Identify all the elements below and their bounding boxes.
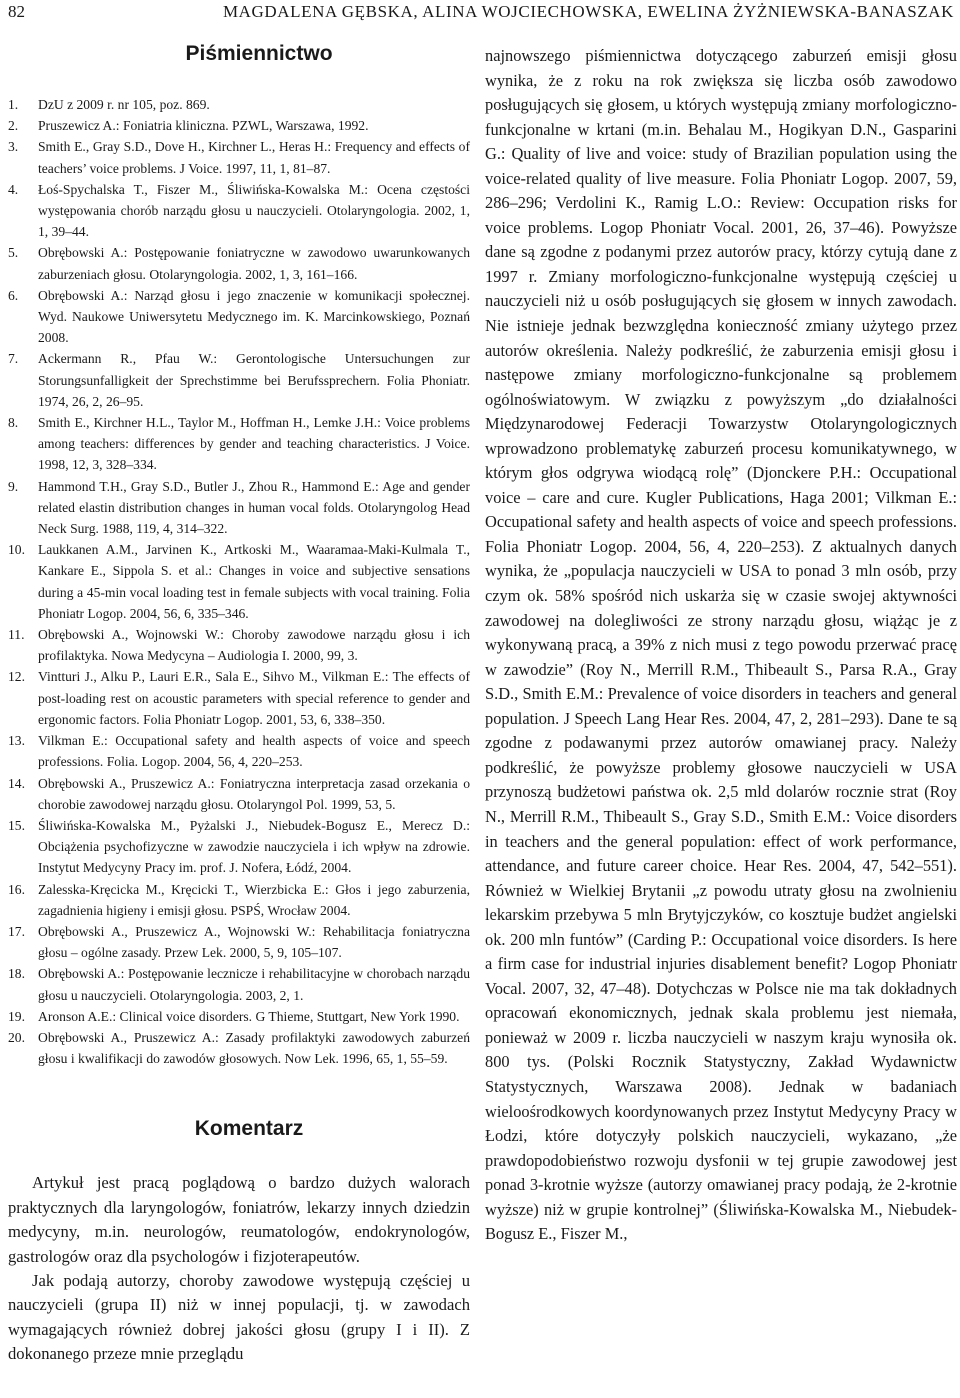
reference-text: Aronson A.E.: Clinical voice disorders. G Thieme, Stuttgart, New York 1990. (38, 1008, 460, 1024)
reference-item (8, 94, 470, 115)
reference-number: 10. (8, 542, 25, 558)
reference-item (8, 476, 470, 540)
reference-number: 19. (8, 1008, 25, 1024)
reference-item (8, 921, 470, 963)
reference-number: 9. (8, 478, 19, 494)
commentary-title: Komentarz (194, 1117, 304, 1141)
reference-text: Pruszewicz A.: Foniatria kliniczna. PZWL, Warszawa, 1992. (38, 118, 369, 134)
reference-text: Vintturi J., Alku P., Lauri E.R., Sala E., Sihvo M., Vilkman E.: The effects of post-loading rest on acoustic parameters with special reference to gender and ergonomic factors. Folia Phoniatr Logop. 2001, 53, 6, 338–350. (38, 669, 470, 727)
running-head: MAGDALENA GĘBSKA, ALINA WOJCIECHOWSKA, EWELINA ŻYŻNIEWSKA-BANASZAK (222, 2, 954, 21)
reference-number: 4. (8, 181, 19, 197)
reference-item (8, 1006, 470, 1027)
reference-number: 2. (8, 118, 19, 134)
left-column (8, 42, 470, 1367)
commentary-paragraph: Jak podają autorzy, choroby zawodowe występują częściej u nauczycieli (grupa II) niż w innej populacji, tj. w zawodach wymagających również dobrej jakości głosu (grupy I i II). Z dokonanego przeze mnie przeglądu (8, 1270, 470, 1364)
reference-item (8, 136, 470, 178)
reference-number: 16. (8, 881, 25, 897)
reference-text: Obrębowski A., Pruszewicz A.: Zasady profilaktyki zawodowych zaburzeń głosu i kwalifikacji do zawodów głosowych. Now Lek. 1996, 65, 1, 55–59. (38, 1029, 470, 1067)
reference-item (8, 879, 470, 921)
reference-text: Obrębowski A., Pruszewicz A.: Foniatryczna interpretacja zasad orzekania o chorobie zawodowej narządu głosu. Otolaryngol Pol. 1999, 53, 5. (38, 775, 470, 812)
reference-text: Smith E., Gray S.D., Dove H., Kirchner L., Heras H.: Frequency and effects of teachers’ voice problems. J Voice. 1997, 11, 1, 81–87. (38, 139, 470, 176)
reference-item (8, 412, 470, 476)
reference-item (8, 730, 470, 772)
reference-number: 17. (8, 923, 25, 939)
reference-number: 12. (8, 669, 25, 685)
reference-text: DzU z 2009 r. nr 105, poz. 869. (38, 97, 210, 112)
reference-item (8, 539, 470, 624)
reference-text: Smith E., Kirchner H.L., Taylor M., Hoffman H., Lemke J.H.: Voice problems among teachers: differences by gender and teaching characteristics. J Voice. 1998, 12, 3, 328–334. (38, 415, 470, 473)
reference-item (8, 179, 470, 243)
bibliography-title: Piśmiennictwo (185, 42, 333, 65)
reference-text: Vilkman E.: Occupational safety and health aspects of voice and speech professions. Folia. Logop. 2004, 56, 4, 220–253. (38, 733, 470, 770)
reference-number: 18. (8, 966, 25, 982)
reference-text: Ackermann R., Pfau W.: Gerontologische Untersuchungen zur Storungsunfalligkeit der Sprechstimme bei Berufssprechern. Folia Phoniatr. 1974, 26, 2, 26–95. (38, 351, 470, 409)
reference-item (8, 815, 470, 879)
reference-number: 8. (8, 415, 19, 431)
reference-text: Zalesska-Kręcicka M., Kręcicki T., Wierzbicka E.: Głos i jego zaburzenia, zagadnienia higieny i emisji głosu. PSPŚ, Wrocław 2004. (38, 881, 470, 918)
reference-text: Łoś-Spychalska T., Fiszer M., Śliwińska-Kowalska M.: Ocena częstości występowania chorób narządu głosu u nauczycieli. Otolaryngologia. 2002, 1, 1, 39–44. (38, 181, 470, 240)
reference-text: Hammond T.H., Gray S.D., Butler J., Zhou R., Hammond E.: Age and gender related elastin distribution changes in human vocal folds. Otolaryngolog Head Neck Surg. 1988, 119, 4, 314–322. (38, 478, 470, 537)
reference-item (8, 285, 470, 349)
reference-item (8, 773, 470, 815)
reference-number: 15. (8, 817, 25, 833)
reference-text: Obrębowski A.: Narząd głosu i jego znaczenie w komunikacji społecznej. Wyd. Naukowe Uniwersytetu Medycznego im. K. Marcinkowskiego, Poznań 2008. (38, 287, 470, 346)
commentary-continuation: najnowszego piśmiennictwa dotyczącego zaburzeń emisji głosu wynika, że z roku na rok zwiększa się liczba osób zawodowo posługujących się głosem, u których występują zmiany morfologiczno-funkcjonalne w krtani (m.in. Behalau M., Hogikyan D.N., Gasparini G.: Quality of live and voice: study of Brazilian population using the voice-related quality of live measure. Folia Phoniatr Logop. 2007, 59, 286–296; Verdolini K., Ramig L.O.: Review: Occupation risks for voice problems. Logop Phoniatr Vocal. 2001, 26, 37–46). Powyższe dane są zgodne z podanymi przez autorów pracy, którzy cytują dane z 1997 r. Zmiany morfologiczno-funkcjonalne występują częściej u nauczycieli niż u osób posługujących się głosem w innych zawodach. Nie istnieje jednak bezwzględna konieczność zmiany użytego przez autorów określenia. Należy podkreślić, że zaburzenia emisji głosu i następowe zmiany morfologiczno-funkcjonalne są problemem ogólnoświatowym. W związku z powyższym „do działalności Międzynarodowej Federacji Towarzystw Otolaryngologicznych wprowadzono problematykę zaburzeń procesu komunikatywnego, w którym głos odgrywa wiodącą rolę” (Djonckere P.H.: Occupational voice – care and cure. Kugler Publications, Haga 2001; Vilkman E.: Occupational safety and health aspects of voice and speech professions. Folia Phoniatr Logop. 2004, 56, 4, 220–253). Z aktualnych danych wynika, że „populacja nauczycieli w USA to ponad 3 mln osób, przy czym ok. 58% spośród nich uskarża się w czasie swojej aktywności zawodowej na dolegliwości ze strony narządu głosu, wiążąc je z wykonywaną pracą, a 39% z nich musi z tego powodu przerwać pracę w zawodzie” (Roy N., Merrill R.M., Thibeault S., Parsa R.A., Gray S.D., Smith E.M.: Prevalence of voice disorders in teachers and general population. J Speech Lang Hear Res. 2004, 47, 2, 281–293). Dane te są zgodne z podawanymi przez autorów omawianej pracy. Należy podkreślić, że powyższe problemy głosowe nauczycieli w USA przynoszą budżetowi państwa ok. 2,5 mld dolarów rocznie strat (Roy N., Merrill R.M., Thibeault S., Gray S.D., Smith E.M.: Voice disorders in teachers and the general population: effect of work performance, attendance, and future career choice. Hear Res. 2004, 47, 542–551). Również w Wielkiej Brytanii „z powodu utraty głosu na zwolnieniu lekarskim przebywa 5 mln Brytyjczyków, co kosztuje budżet angielski ok. 200 mln funtów” (Carding P.: Occupational voice disorders. Is here a firm case for industrial injuries disablement benefit? Logop Phoniatr Vocal. 2007, 32, 47–48). Dotychczas w Polsce nie ma tak dokładnych opracowań ekonomicznych, jednak skala problemu jest niemała, ponieważ w 2009 r. liczba nauczycieli w naszym kraju wynosiła ok. 800 tys. (Polski Rocznik Statystyczny, Zakład Wydawnictw Statystycznych, Warszawa 2008). Jednak w badaniach wieloośrodkowych koordynowanych przez Instytut Medycyny Pracy w Łodzi, które dotyczyły polskich nauczycieli, wykazano, „że prawdopodobieństwo rozwoju dysfonii w tej grupie zawodowej jest ponad 3-krotnie wyższe (autorzy omawianej pracy podają, że 2-krotnie wyższe) niż w grupie kontrolnej” (Śliwińska-Kowalska M., Niebudek-Bogusz E., Fiszer M., (485, 46, 957, 1244)
reference-item (8, 348, 470, 412)
reference-item (8, 666, 470, 730)
reference-item (8, 1027, 470, 1069)
reference-number: 6. (8, 287, 19, 303)
reference-number: 3. (8, 139, 19, 155)
reference-number: 20. (8, 1029, 25, 1045)
reference-list (8, 94, 470, 1069)
reference-item (8, 242, 470, 284)
reference-text: Śliwińska-Kowalska M., Pyżalski J., Niebudek-Bogusz E., Merecz D.: Obciążenia psychofizyczne w zawodzie nauczyciela i ich wpływ na zdrowie. Instytut Medycyny Pracy im. prof. J. Nofera, Łódź, 2004. (38, 817, 470, 876)
reference-number: 7. (8, 351, 19, 367)
reference-number: 13. (8, 733, 25, 749)
reference-item (8, 963, 470, 1005)
reference-number: 14. (8, 775, 25, 791)
reference-item (8, 624, 470, 666)
reference-text: Obrębowski A., Wojnowski W.: Choroby zawodowe narządu głosu i ich profilaktyka. Nowa Medycyna – Audiologia I. 2000, 99, 3. (38, 627, 470, 664)
reference-number: 5. (8, 245, 19, 261)
reference-number: 11. (8, 627, 25, 643)
reference-text: Laukkanen A.M., Jarvinen K., Artkoski M., Waaramaa-Maki-Kulmala T., Kankare E., Sippola S. et al.: Changes in voice and subjective sensations during a 45-min vocal loading test in female subjects with vocal training. Folia Phoniatr Logop. 2004, 56, 6, 335–346. (38, 542, 470, 621)
commentary-paragraph: Artykuł jest pracą poglądową o bardzo dużych walorach praktycznych dla laryngologów, foniatrów, lekarzy innych dziedzin medycyny, m.in. neurologów, reumatologów, endokrynologów, gastrologów oraz dla psychologów i fizjoterapeutów. (8, 1173, 470, 1266)
page-number: 82 (8, 2, 25, 21)
reference-item (8, 115, 470, 136)
reference-text: Obrębowski A.: Postępowanie lecznicze i rehabilitacyjne w chorobach narządu głosu u nauczycieli. Otolaryngologia. 2003, 2, 1. (38, 966, 470, 1003)
reference-text: Obrębowski A.: Postępowanie foniatryczne w zawodowo uwarunkowanych zaburzeniach głosu. Otolaryngologia. 2002, 1, 3, 161–166. (38, 245, 470, 282)
reference-number: 1. (8, 97, 19, 112)
reference-text: Obrębowski A., Pruszewicz A., Wojnowski W.: Rehabilitacja foniatryczna głosu – ogólne zasady. Przew Lek. 2000, 5, 9, 105–107. (38, 923, 470, 961)
right-column (485, 44, 957, 1247)
